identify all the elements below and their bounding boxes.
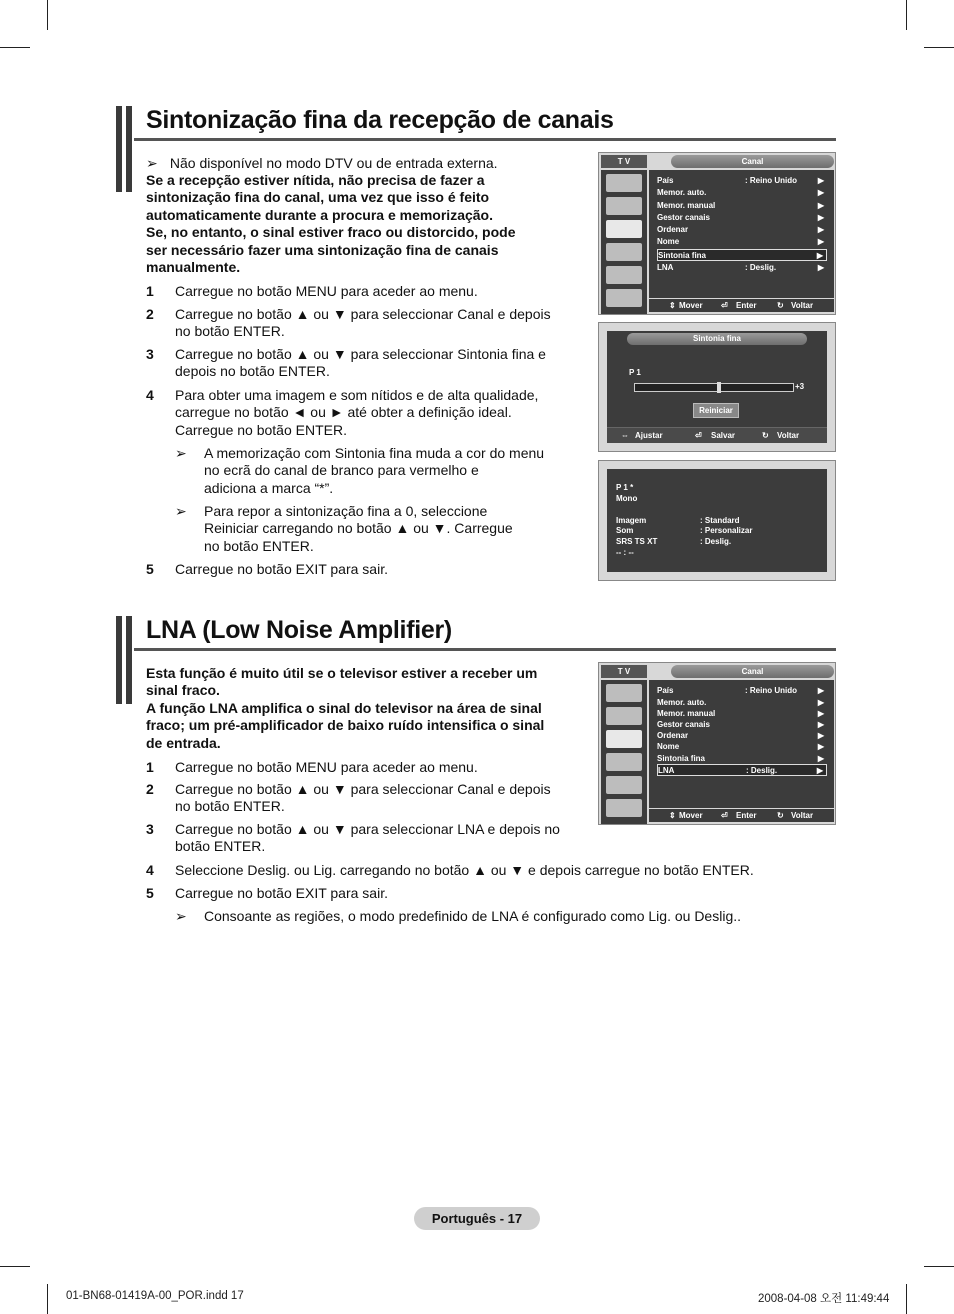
arrow-right-icon: ▶ bbox=[817, 188, 824, 197]
arrow-right-icon: ▶ bbox=[817, 698, 824, 707]
osd-row: Memor. auto. ▶ bbox=[657, 188, 824, 197]
arrow-right-icon: ▶ bbox=[817, 754, 824, 763]
title-rule bbox=[134, 648, 836, 651]
osd-row: Gestor canais ▶ bbox=[657, 213, 824, 222]
channel-icon bbox=[606, 220, 642, 238]
step-text: Carregue no botão MENU para aceder ao menu. bbox=[175, 283, 478, 299]
osd-row: LNA : Deslig. ▶ bbox=[657, 263, 824, 272]
crop-mark bbox=[47, 1284, 48, 1314]
setup-icon bbox=[606, 753, 642, 771]
crop-mark bbox=[924, 1266, 954, 1267]
osd-row: Gestor canais ▶ bbox=[657, 720, 824, 729]
step-number: 4 bbox=[146, 387, 154, 403]
slider-handle[interactable] bbox=[717, 382, 721, 393]
info-row: Som : Personalizar bbox=[616, 526, 753, 535]
step-text: Para obter uma imagem e som nítidos e de alta qualidade, carregue no botão ◄ ou ► até obter a definição ideal. Carregue no botão ENTER. bbox=[175, 387, 539, 438]
input-icon bbox=[606, 266, 642, 284]
osd-footer: ⇔ Ajustar ⏎ Salvar ↻ Voltar bbox=[607, 427, 827, 443]
title-rule bbox=[134, 138, 836, 141]
arrow-right-icon: ▶ bbox=[817, 176, 824, 185]
step-text: Carregue no botão EXIT para sair. bbox=[175, 885, 388, 901]
osd-title: Sintonia fina bbox=[627, 333, 807, 345]
osd-row-selected: LNA : Deslig. ▶ bbox=[657, 764, 827, 776]
arrow-icon: ➢ bbox=[175, 445, 187, 461]
arrow-right-icon: ▶ bbox=[816, 766, 823, 775]
crop-mark bbox=[906, 1284, 907, 1314]
input-icon bbox=[606, 776, 642, 794]
sound-icon bbox=[606, 707, 642, 725]
info-row: Imagem : Standard bbox=[616, 516, 740, 525]
intro-text: Esta função é muito útil se o televisor estiver a receber um sinal fraco. A função LNA amplifica o sinal do televisor na área de sinal fraco; um pré-amplificador de baixo ruído intensifica o sinal de entrada. bbox=[146, 665, 545, 751]
step-text: Carregue no botão EXIT para sair. bbox=[175, 561, 388, 577]
note-top: ➢ Não disponível no modo DTV ou de entrada externa. bbox=[146, 155, 498, 171]
intro-text: Se a recepção estiver nítida, não precisa de fazer a sintonização fina do canal, uma vez que isso é feito automaticamente durante a procura e memorização. Se, no entanto, o sinal estiver fraco ou distorcido, pode ser necessário fazer uma sintonização fina de canais manualmente. bbox=[146, 172, 516, 276]
osd-row: Memor. manual ▶ bbox=[657, 709, 824, 718]
info-time: -- : -- bbox=[616, 548, 634, 557]
section-title: Sintonização fina da recepção de canais bbox=[146, 106, 614, 134]
tip-note: ➢ A memorização com Sintonia fina muda a cor do menu no ecrã do canal de branco para vermelho e adiciona a marca “*”. bbox=[175, 445, 545, 496]
osd-row: Nome ▶ bbox=[657, 237, 824, 246]
section-title: LNA (Low Noise Amplifier) bbox=[146, 616, 452, 644]
arrow-right-icon: ▶ bbox=[817, 225, 824, 234]
osd-row: Memor. auto. ▶ bbox=[657, 698, 824, 707]
step-number: 5 bbox=[146, 885, 154, 901]
osd-channel-menu bbox=[598, 152, 836, 315]
arrow-right-icon: ▶ bbox=[817, 263, 824, 272]
digital-icon bbox=[606, 289, 642, 307]
arrow-right-icon: ▶ bbox=[817, 201, 824, 210]
step-number: 2 bbox=[146, 306, 154, 322]
move-icon: ⇕ bbox=[669, 301, 676, 310]
arrow-icon: ➢ bbox=[175, 503, 187, 519]
osd-fine-tune bbox=[598, 322, 836, 452]
osd-row: Ordenar ▶ bbox=[657, 731, 824, 740]
channel-icon bbox=[606, 730, 642, 748]
step-number: 3 bbox=[146, 346, 154, 362]
enter-icon: ⏎ bbox=[721, 811, 728, 820]
osd-row: País : Reino Unido ▶ bbox=[657, 686, 824, 695]
file-slug: 01-BN68-01419A-00_POR.indd 17 bbox=[66, 1290, 244, 1302]
picture-icon bbox=[606, 684, 642, 702]
page-number: Português - 17 bbox=[414, 1207, 540, 1230]
step-text: Carregue no botão MENU para aceder ao menu. bbox=[175, 759, 478, 775]
osd-sidebar bbox=[601, 680, 647, 824]
arrow-right-icon: ▶ bbox=[817, 731, 824, 740]
step-text: Carregue no botão ▲ ou ▼ para seleccionar Canal e depois no botão ENTER. bbox=[175, 781, 551, 815]
osd-tv-label: T V bbox=[601, 665, 647, 678]
crop-mark bbox=[924, 47, 954, 48]
tip-note: ➢ Para repor a sintonização fina a 0, seleccione Reiniciar carregando no botão ▲ ou ▼. Carregue no botão ENTER. bbox=[175, 503, 513, 554]
crop-mark bbox=[47, 0, 48, 30]
osd-row-selected: Sintonia fina ▶ bbox=[657, 249, 827, 261]
step-number: 1 bbox=[146, 759, 154, 775]
osd-row: Memor. manual ▶ bbox=[657, 201, 824, 210]
osd-row: Sintonia fina ▶ bbox=[657, 754, 824, 763]
crop-mark bbox=[906, 0, 907, 30]
sound-icon bbox=[606, 197, 642, 215]
step-number: 5 bbox=[146, 561, 154, 577]
return-icon: ↻ bbox=[777, 811, 784, 820]
osd-footer: ⇕ Mover ⏎ Enter ↻ Voltar bbox=[649, 299, 834, 312]
slider-value: +3 bbox=[795, 382, 805, 391]
step-text: Seleccione Deslig. ou Lig. carregando no botão ▲ ou ▼ e depois carregue no botão ENTER. bbox=[175, 862, 754, 878]
enter-icon: ⏎ bbox=[721, 301, 728, 310]
osd-sidebar bbox=[601, 170, 647, 314]
osd-footer: ⇕ Mover ⏎ Enter ↻ Voltar bbox=[649, 809, 834, 822]
step-text: Carregue no botão ▲ ou ▼ para seleccionar LNA e depois no botão ENTER. bbox=[175, 821, 560, 855]
arrow-right-icon: ▶ bbox=[817, 213, 824, 222]
crop-mark bbox=[0, 47, 30, 48]
enter-icon: ⏎ bbox=[695, 431, 702, 440]
osd-channel-menu bbox=[598, 662, 836, 825]
osd-title: Canal bbox=[671, 155, 834, 168]
date-slug: 2008-04-08 오전 11:49:44 bbox=[758, 1293, 890, 1305]
section-bar bbox=[116, 616, 132, 704]
info-audio: Mono bbox=[616, 494, 638, 503]
fine-tune-slider[interactable] bbox=[634, 383, 794, 392]
step-number: 4 bbox=[146, 862, 154, 878]
reset-button[interactable]: Reiniciar bbox=[693, 403, 739, 418]
osd-row: Ordenar ▶ bbox=[657, 225, 824, 234]
osd-info bbox=[598, 460, 836, 581]
arrow-icon: ➢ bbox=[175, 908, 187, 924]
info-row: SRS TS XT : Deslig. bbox=[616, 537, 732, 546]
return-icon: ↻ bbox=[777, 301, 784, 310]
move-icon: ⇕ bbox=[669, 811, 676, 820]
arrow-right-icon: ▶ bbox=[817, 686, 824, 695]
info-channel: P 1 * bbox=[616, 483, 634, 492]
osd-title: Canal bbox=[671, 665, 834, 678]
osd-channel-number: P 1 bbox=[629, 368, 641, 377]
digital-icon bbox=[606, 799, 642, 817]
arrow-right-icon: ▶ bbox=[817, 709, 824, 718]
osd-row: Nome ▶ bbox=[657, 742, 824, 751]
setup-icon bbox=[606, 243, 642, 261]
arrow-right-icon: ▶ bbox=[816, 251, 823, 260]
arrow-right-icon: ▶ bbox=[817, 720, 824, 729]
section-bar bbox=[116, 106, 132, 192]
step-number: 2 bbox=[146, 781, 154, 797]
left-right-icon: ⇔ bbox=[621, 431, 629, 440]
osd-row: País : Reino Unido ▶ bbox=[657, 176, 824, 185]
osd-main bbox=[649, 680, 834, 808]
arrow-right-icon: ▶ bbox=[817, 237, 824, 246]
crop-mark bbox=[0, 1266, 30, 1267]
osd-main bbox=[649, 170, 834, 298]
picture-icon bbox=[606, 174, 642, 192]
arrow-right-icon: ▶ bbox=[817, 742, 824, 751]
arrow-icon: ➢ bbox=[146, 155, 158, 171]
osd-tv-label: T V bbox=[601, 155, 647, 168]
step-number: 1 bbox=[146, 283, 154, 299]
step-number: 3 bbox=[146, 821, 154, 837]
step-text: Carregue no botão ▲ ou ▼ para seleccionar Sintonia fina e depois no botão ENTER. bbox=[175, 346, 546, 380]
tip-note: ➢ Consoante as regiões, o modo predefinido de LNA é configurado como Lig. ou Deslig.. bbox=[175, 908, 742, 924]
return-icon: ↻ bbox=[762, 431, 769, 440]
step-text: Carregue no botão ▲ ou ▼ para seleccionar Canal e depois no botão ENTER. bbox=[175, 306, 551, 340]
